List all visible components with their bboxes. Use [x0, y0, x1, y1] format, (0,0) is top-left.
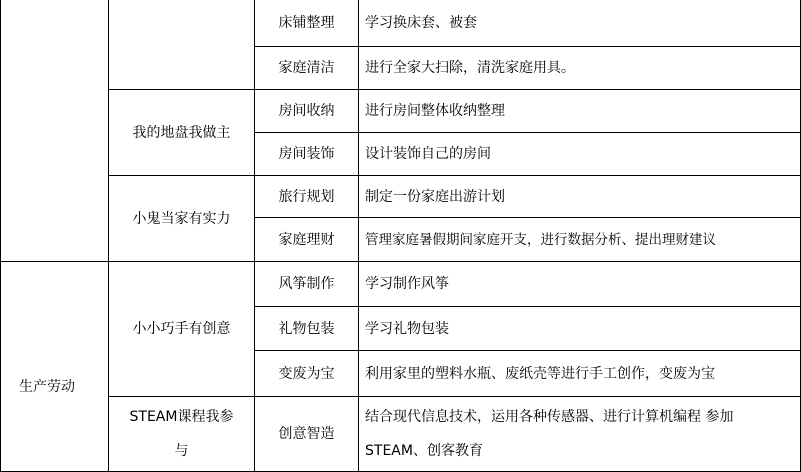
item-label: 变废为宝	[278, 365, 335, 382]
group-cell-steam	[109, 397, 254, 471]
description-cell	[359, 397, 800, 471]
description-text: 进行房间整体收纳整理	[365, 103, 505, 119]
group-cell-little-housekeeper	[109, 176, 254, 261]
group-label: 小鬼当家有实力	[132, 210, 231, 227]
description-text: 学习换床套、被套	[365, 15, 477, 31]
description-text: 进行全家大扫除，清洗家庭用具。	[365, 60, 575, 76]
description-cell	[359, 0, 800, 46]
item-cell	[255, 176, 358, 217]
item-label: 家庭理财	[278, 231, 335, 248]
description-cell	[359, 218, 800, 261]
group-cell-handy-creative	[109, 262, 254, 396]
item-label: 创意智造	[278, 426, 335, 442]
item-label: 旅行规划	[278, 188, 335, 205]
description-cell	[359, 47, 800, 89]
description-cell	[359, 133, 800, 175]
item-label: 房间装饰	[278, 146, 335, 162]
description-text: 学习制作风筝	[365, 276, 449, 292]
item-label: 房间收纳	[278, 103, 335, 119]
item-label: 风筝制作	[278, 276, 335, 292]
description-cell	[359, 307, 800, 350]
item-cell	[255, 262, 358, 306]
item-cell	[255, 218, 358, 261]
description-text: 利用家里的塑料水瓶、废纸壳等进行手工创作，变废为宝	[365, 365, 715, 382]
category-label: 生产劳动	[19, 378, 75, 395]
description-cell	[359, 176, 800, 217]
group-label: 我的地盘我做主	[132, 124, 231, 141]
description-text: 制定一份家庭出游计划	[365, 188, 505, 205]
description-cell	[359, 262, 800, 306]
group-label: 小小巧手有创意	[132, 321, 231, 337]
item-cell	[255, 351, 358, 396]
item-cell	[255, 307, 358, 350]
group-label: STEAM课程我参与	[129, 409, 234, 459]
category-cell-production	[1, 262, 108, 471]
item-label: 家庭清洁	[278, 60, 335, 76]
item-cell	[255, 47, 358, 89]
description-text: 学习礼物包装	[365, 320, 449, 337]
description-text: 设计装饰自己的房间	[365, 146, 491, 162]
group-cell-my-territory	[109, 90, 254, 175]
description-cell	[359, 90, 800, 132]
item-cell	[255, 133, 358, 175]
item-label: 礼物包装	[278, 320, 335, 337]
description-cell	[359, 351, 800, 396]
item-cell	[255, 397, 358, 471]
item-label: 床铺整理	[278, 15, 335, 31]
item-cell	[255, 90, 358, 132]
item-cell	[255, 0, 358, 46]
description-text: 管理家庭暑假期间家庭开支，进行数据分析、提出理财建议	[365, 231, 716, 248]
description-text: 结合现代信息技术，运用各种传感器、进行计算机编程 参加STEAM、创客教育	[365, 409, 734, 459]
